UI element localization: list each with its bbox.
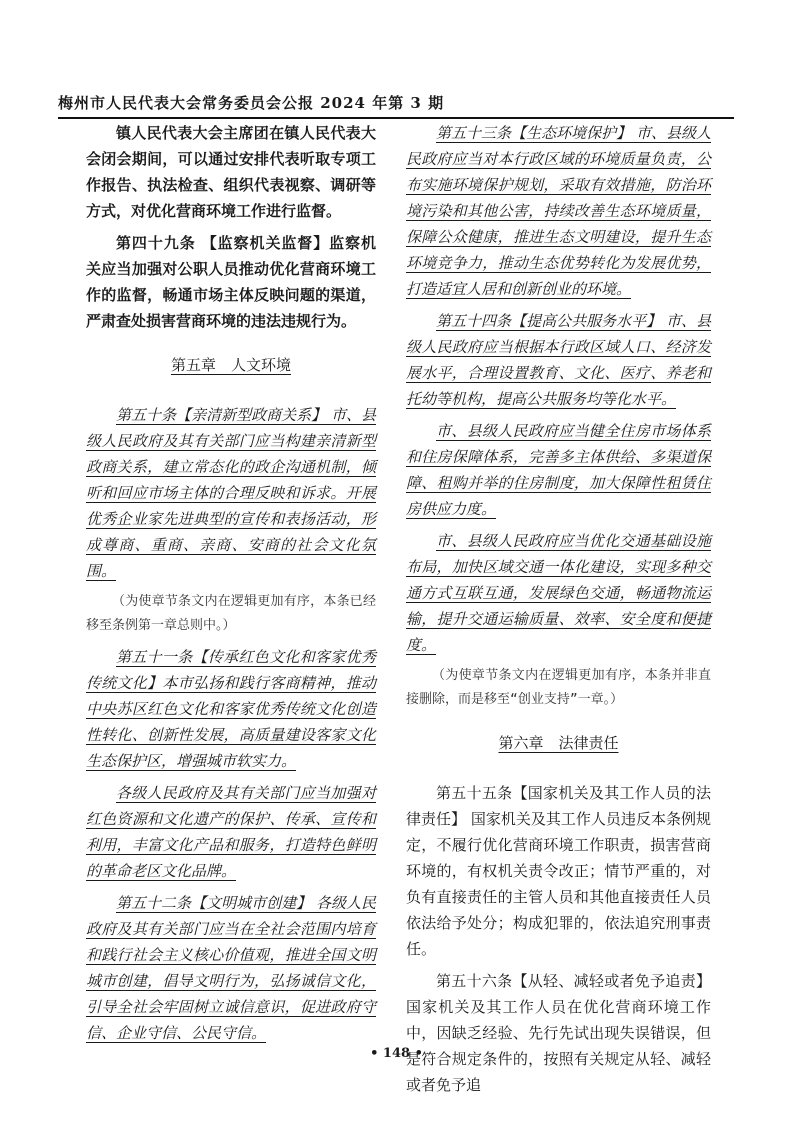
article-paragraph: 第五十条【亲清新型政商关系】 市、县级人民政府及其有关部门应当构建亲清新型政商关系，建立常态化的政企沟通机制，倾听和回应市场主体的合理反映和诉求。开展优秀企业家先进典型的宣传和表扬活动，形成尊商、重商、亲商、安商的社会文化氛围。 xyxy=(86,406,376,580)
article-paragraph: 第五十四条【提高公共服务水平】 市、县级人民政府应当根据本行政区域人口、经济发展水平，合理设置教育、文化、医疗、养老和托幼等机构，提高公共服务均等化水平。 xyxy=(406,312,711,408)
article-paragraph: 市、县级人民政府应当健全住房市场体系和住房保障体系，完善多主体供给、多渠道保障、租购并举的住房制度，加大保障性租赁住房供应力度。 xyxy=(406,422,711,518)
editorial-note: （为使章节条文内在逻辑更加有序，本条已经移至条例第一章总则中。） xyxy=(86,594,376,633)
page-number: • 148 • xyxy=(370,1046,423,1061)
article-paragraph: 第五十三条【生态环境保护】 市、县级人民政府应当对本行政区域的环境质量负责，公布实施环境保护规划，采取有效措施，防治环境污染和其他公害，持续改善生态环境质量，保障公众健康，推进生态文明建设，提升生态环境竞争力，推动生态优势转化为发展优势，打造适宜人居和创新创业的环境。 xyxy=(406,124,711,298)
editorial-note: （为使章节条文内在逻辑更加有序，本条并非直接删除，而是移至“创业支持”一章。） xyxy=(406,668,711,707)
page-header: 梅州市人民代表大会常务委员会公报 2024 年第 3 期 xyxy=(58,94,445,112)
header-rule xyxy=(58,117,734,119)
article-paragraph: 第五十一条【传承红色文化和客家优秀传统文化】本市弘扬和践行客商精神，推动中央苏区红色文化和客家优秀传统文化创造性转化、创新性发展，高质量建设客家文化生态保护区，增强城市软实力。 xyxy=(86,648,376,770)
chapter-heading: 第六章 法律责任 xyxy=(498,734,619,752)
article-paragraph: 镇人民代表大会主席团在镇人民代表大会闭会期间，可以通过安排代表听取专项工作报告、执法检查、组织代表视察、调研等方式，对优化营商环境工作进行监督。 xyxy=(86,124,376,220)
chapter-heading: 第五章 人文环境 xyxy=(170,356,291,374)
article-paragraph: 市、县级人民政府应当优化交通基础设施布局，加快区域交通一体化建设，实现多种交通方式互联互通，发展绿色交通，畅通物流运输，提升交通运输质量、效率、安全度和便捷度。 xyxy=(406,532,711,654)
article-paragraph: 第五十二条【文明城市创建】 各级人民政府及其有关部门应当在全社会范围内培育和践行社会主义核心价值观，推进全国文明城市创建，倡导文明行为，弘扬诚信文化，引导全社会牢固树立诚信意识，促进政府守信、企业守信、公民守信。 xyxy=(86,894,376,1042)
right-column xyxy=(406,120,711,1104)
article-paragraph: 第五十五条【国家机关及其工作人员的法律责任】 国家机关及其工作人员违反本条例规定，不履行优化营商环境工作职责，损害营商环境的，有权机关责令改正；情节严重的，对负有直接责任的主管人员和其他直接责任人员依法给予处分；构成犯罪的，依法追究刑事责任。 xyxy=(406,784,711,958)
article-paragraph: 各级人民政府及其有关部门应当加强对红色资源和文化遗产的保护、传承、宣传和利用，丰富文化产品和服务，打造特色鲜明的革命老区文化品牌。 xyxy=(86,784,376,880)
left-column xyxy=(86,120,376,1052)
article-paragraph: 第四十九条 【监察机关监督】监察机关应当加强对公职人员推动优化营商环境工作的监督，畅通市场主体反映问题的渠道，严肃查处损害营商环境的违法违规行为。 xyxy=(86,234,376,330)
article-paragraph: 第五十六条【从轻、减轻或者免予追责】 国家机关及其工作人员在优化营商环境工作中，因缺乏经验、先行先试出现失误错误，但是符合规定条件的，按照有关规定从轻、减轻或者免予追 xyxy=(406,972,711,1094)
